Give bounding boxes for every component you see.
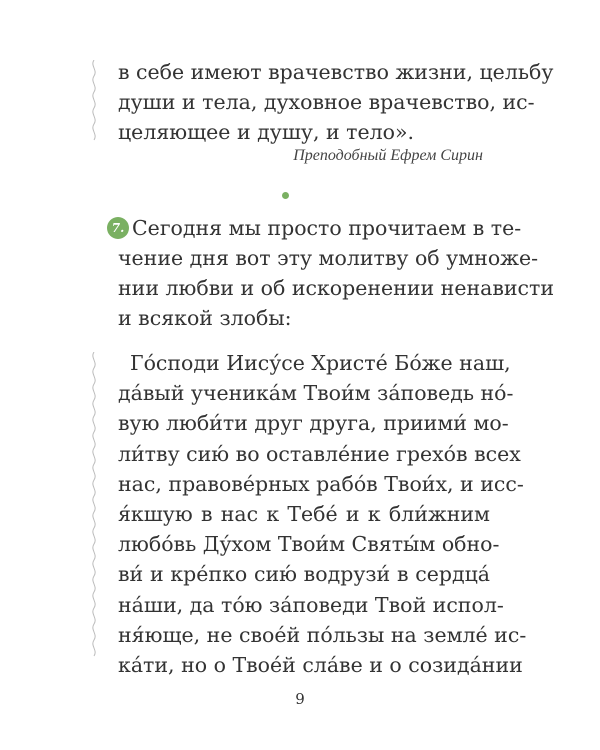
prayer-line: ня́юще, не свое́й по́льзы на земле́ ис- <box>118 622 527 647</box>
paragraph-number-badge: 7. <box>107 217 129 239</box>
quote-line: целяющее и душу, и тело». <box>118 120 415 144</box>
paragraph-line: нии любви и об искоренении ненависти <box>118 276 555 300</box>
prayer-line: да́вый ученика́м Твои́м за́поведь но́- <box>118 381 514 406</box>
prayer-line: ли́тву сию́ во оставле́ние грехо́в всех <box>118 441 521 466</box>
page-number: 9 <box>295 690 305 708</box>
paragraph-line: Сегодня мы просто прочитаем в те- <box>132 216 522 240</box>
quote-line: в себе имеют врачевство жизни, цельбу <box>118 60 554 84</box>
prayer-block <box>118 348 527 680</box>
quote-margin-ornament <box>88 60 100 144</box>
prayer-line: Го́споди Иису́се Христе́ Бо́же наш, <box>130 351 511 375</box>
section-divider-dot <box>282 192 289 199</box>
prayer-line: вую люби́ти друг друга, приими́ мо- <box>118 411 509 436</box>
prayer-line: я́кшую в нас к Тебе́ и к бли́жним <box>118 501 490 526</box>
quote-attribution: Преподобный Ефрем Сирин <box>293 147 483 164</box>
paragraph-line: и всякой злобы: <box>118 306 292 330</box>
quote-line: души и тела, духовное врачевство, ис- <box>118 90 535 114</box>
paragraph-line: чение дня вот эту молитву об умноже- <box>118 246 539 270</box>
prayer-line: ви́ и кре́пко сию́ водрузи́ в сердца́ <box>118 562 490 587</box>
prayer-line: ка́ти, но о Твое́й сла́ве и о созида́нии <box>118 652 523 677</box>
prayer-margin-ornament <box>88 352 100 664</box>
prayer-line: на́ши, да то́ю за́поведи Твой испол- <box>118 592 504 617</box>
quote-block <box>118 57 554 147</box>
prayer-line: нас, правове́рных рабо́в Твои́х, и исс- <box>118 471 524 496</box>
prayer-line: любо́вь Ду́хом Твои́м Святы́м обно- <box>118 532 500 557</box>
numbered-paragraph <box>107 213 555 333</box>
